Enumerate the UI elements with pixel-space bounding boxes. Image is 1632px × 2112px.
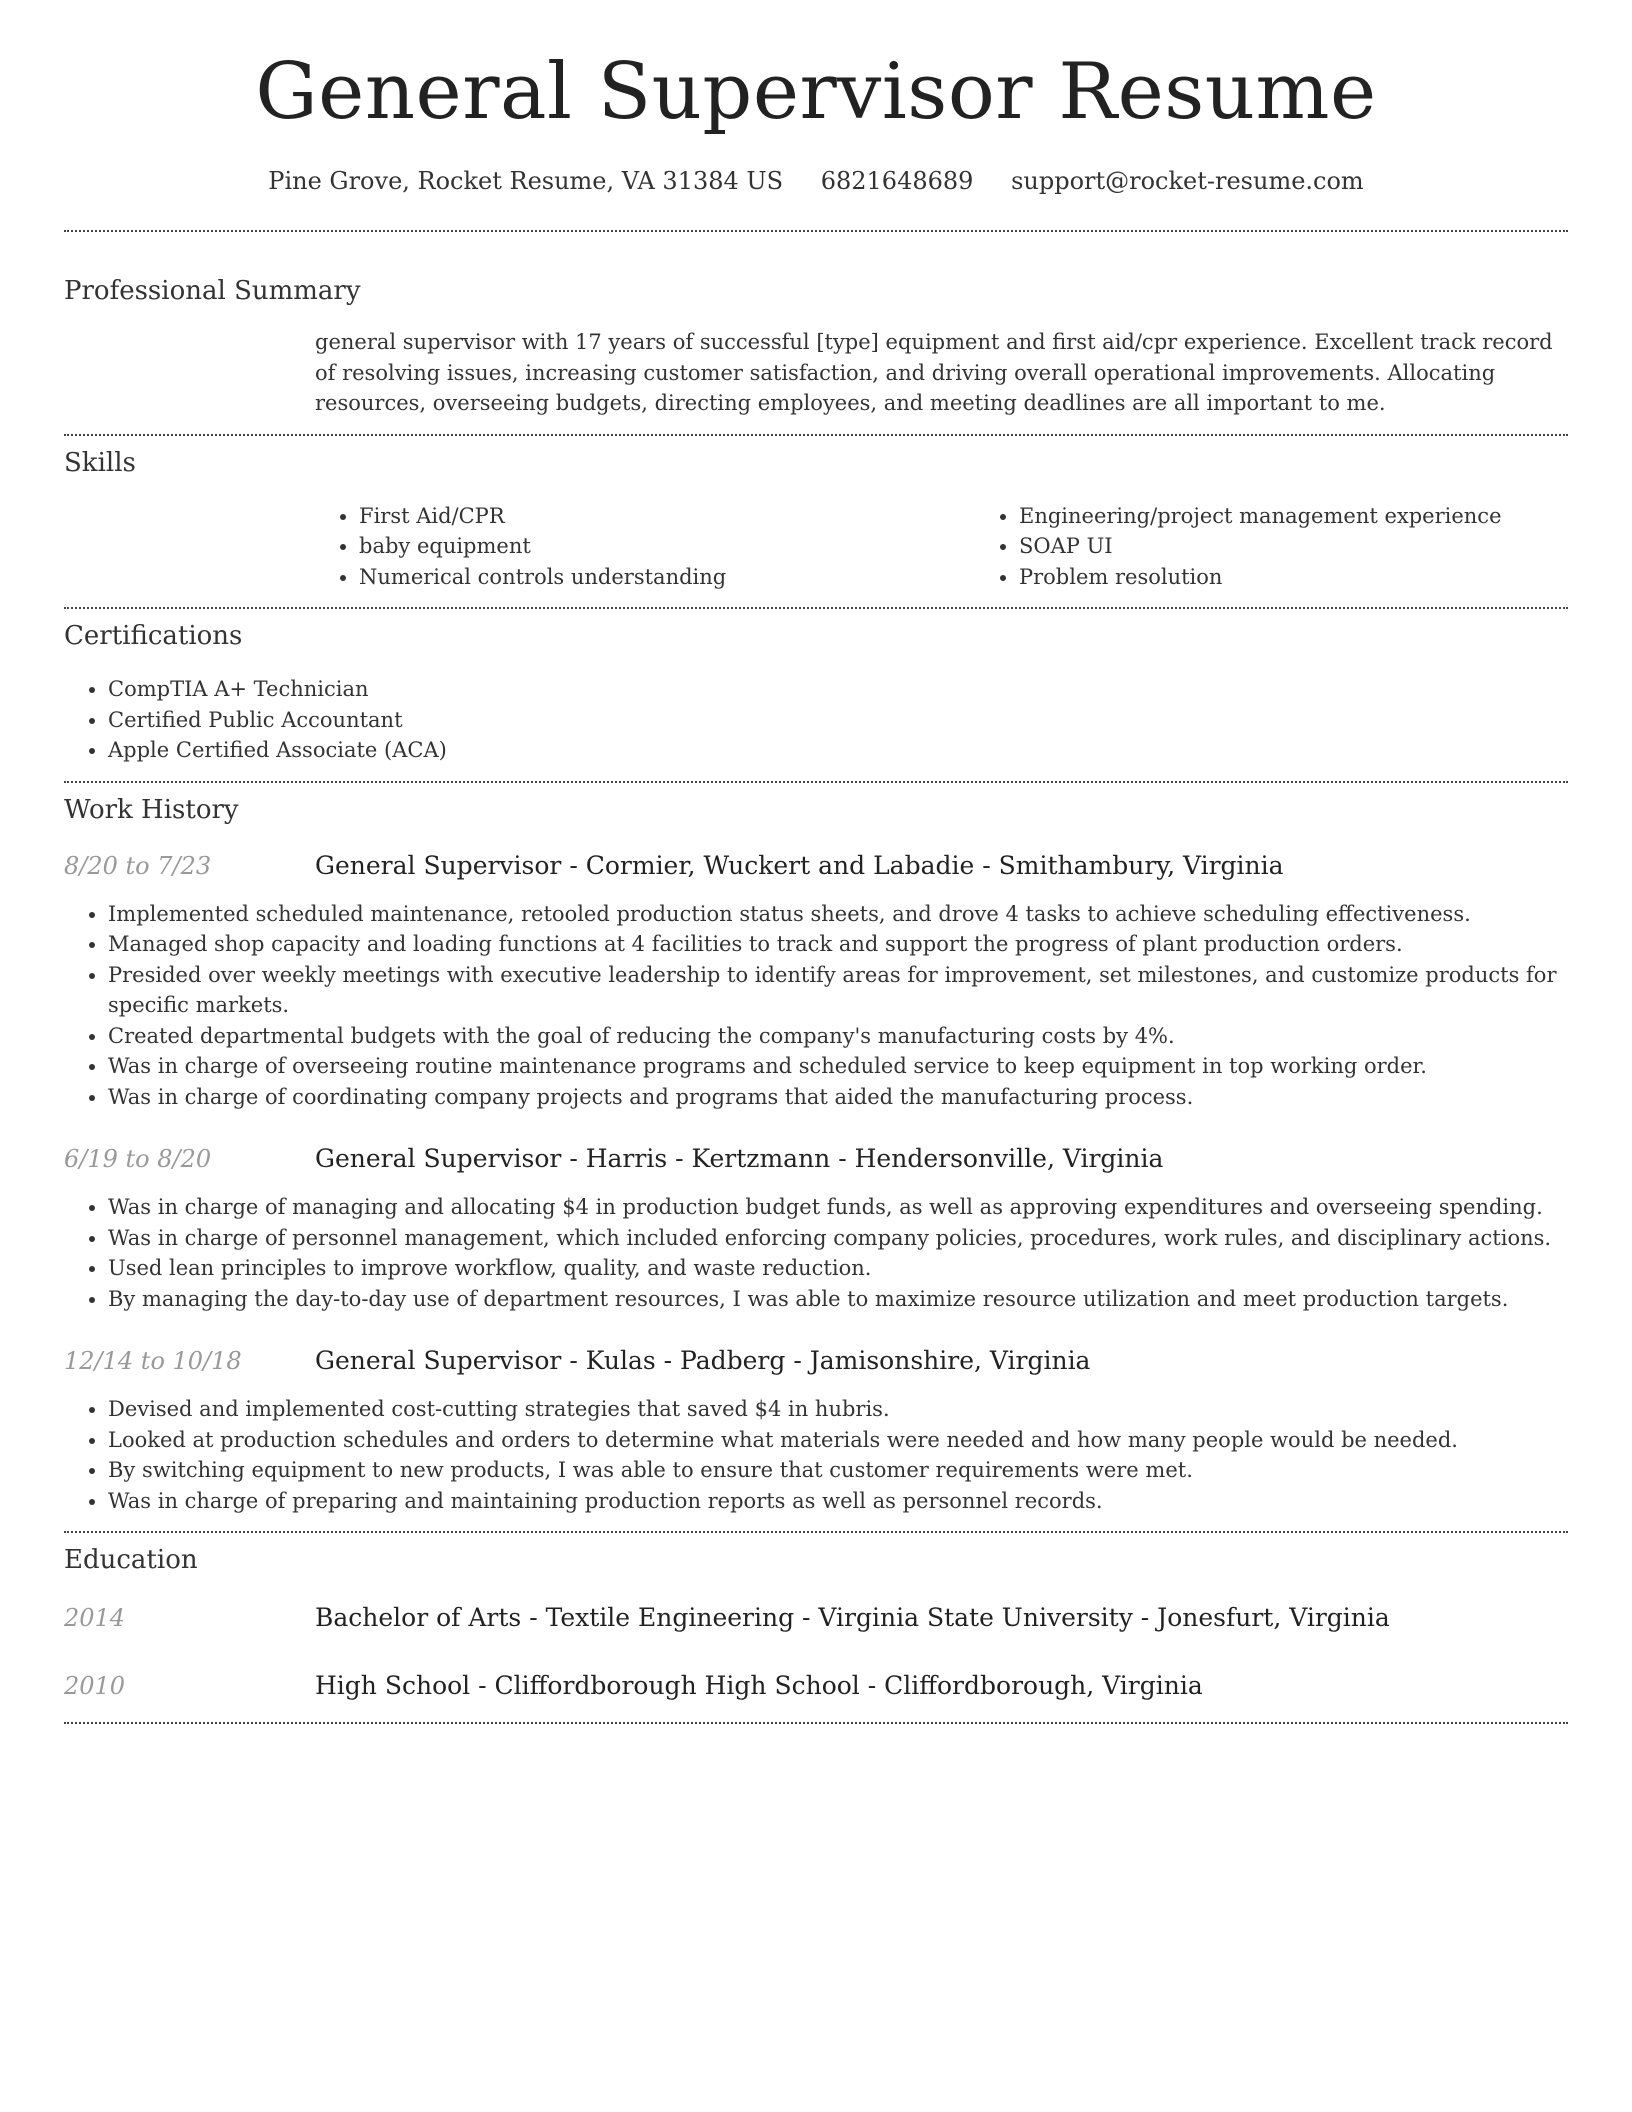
job-bullet: • Implemented scheduled maintenance, retooled production status sheets, and drove 4 tasks to achieve scheduling effectiveness. xyxy=(108,899,1568,930)
contact-email: support@rocket-resume.com xyxy=(1011,167,1364,195)
job-bullet: • By switching equipment to new products, I was able to ensure that customer requirements were met. xyxy=(108,1455,1568,1486)
section-divider xyxy=(64,434,1568,436)
job-bullet: • Looked at production schedules and orders to determine what materials were needed and how many people would be needed. xyxy=(108,1425,1568,1456)
summary-section xyxy=(64,276,1568,419)
job-bullet: • Was in charge of managing and allocating $4 in production budget funds, as well as approving expenditures and overseeing spending. xyxy=(108,1192,1568,1223)
job-header xyxy=(64,851,1568,881)
certification-item: • Certified Public Accountant xyxy=(108,705,1568,736)
page-title: General Supervisor Resume xyxy=(255,47,1377,137)
skills-section xyxy=(64,448,1568,593)
job-dates: 12/14 to 10/18 xyxy=(64,1347,242,1375)
job-bullet: • Was in charge of overseeing routine maintenance programs and scheduled service to keep equipment in top working order. xyxy=(108,1051,1568,1082)
job-header xyxy=(64,1346,1568,1376)
section-divider xyxy=(64,1722,1568,1724)
education-year: 2014 xyxy=(64,1604,126,1632)
job-bullet: • Created departmental budgets with the goal of reducing the company's manufacturing costs by 4%. xyxy=(108,1021,1568,1052)
certification-item: • Apple Certified Associate (ACA) xyxy=(108,735,1568,766)
job-dates: 6/19 to 8/20 xyxy=(64,1145,212,1173)
job-bullets xyxy=(64,899,1568,1113)
skills-list-left xyxy=(315,501,975,593)
education-entry xyxy=(64,1671,1568,1701)
skill-item: • SOAP UI xyxy=(1019,531,1632,562)
job-bullet: • Managed shop capacity and loading functions at 4 facilities to track and support the progress of plant production orders. xyxy=(108,929,1568,960)
job-bullet: • By managing the day-to-day use of department resources, I was able to maximize resource utilization and meet production targets. xyxy=(108,1284,1568,1315)
skill-item: • Engineering/project management experience xyxy=(1019,501,1632,532)
job-bullet: • Was in charge of preparing and maintaining production reports as well as personnel records. xyxy=(108,1486,1568,1517)
section-divider xyxy=(64,781,1568,783)
education-text: Bachelor of Arts - Textile Engineering - Virginia State University - Jonesfurt, Virginia xyxy=(315,1603,1390,1632)
job-title: General Supervisor - Cormier, Wuckert and Labadie - Smithambury, Virginia xyxy=(315,850,1284,880)
job-title: General Supervisor - Kulas - Padberg - Jamisonshire, Virginia xyxy=(315,1346,1091,1375)
work-history-heading: Work History xyxy=(64,794,239,825)
job-bullet: • Was in charge of coordinating company projects and programs that aided the manufacturing process. xyxy=(108,1082,1568,1113)
contact-address: Pine Grove, Rocket Resume, VA 31384 US xyxy=(268,167,784,195)
work-history-section xyxy=(64,795,1568,1517)
skills-heading: Skills xyxy=(64,447,136,478)
education-year: 2010 xyxy=(64,1672,126,1700)
contact-phone: 6821648689 xyxy=(820,167,974,195)
job-entry xyxy=(64,851,1568,1113)
education-section xyxy=(64,1545,1568,1701)
certification-item: • CompTIA A+ Technician xyxy=(108,674,1568,705)
skills-grid xyxy=(315,501,1568,593)
section-divider xyxy=(64,1531,1568,1533)
section-divider xyxy=(64,607,1568,609)
job-entry xyxy=(64,1144,1568,1314)
skill-item: • First Aid/CPR xyxy=(359,501,975,532)
contact-line xyxy=(64,166,1568,196)
skills-list-right xyxy=(975,501,1632,593)
job-bullet: • Used lean principles to improve workflow, quality, and waste reduction. xyxy=(108,1253,1568,1284)
job-bullet: • Was in charge of personnel management, which included enforcing company policies, procedures, work rules, and disciplinary actions. xyxy=(108,1223,1568,1254)
certifications-list xyxy=(64,674,1568,766)
certifications-heading: Certifications xyxy=(64,621,243,651)
education-text: High School - Cliffordborough High School - Cliffordborough, Virginia xyxy=(315,1671,1203,1700)
job-bullet: • Presided over weekly meetings with executive leadership to identify areas for improvement, set milestones, and customize products for specific markets. xyxy=(108,960,1568,1021)
job-bullets xyxy=(64,1394,1568,1516)
summary-heading: Professional Summary xyxy=(64,276,361,306)
certifications-section xyxy=(64,621,1568,766)
job-entry xyxy=(64,1346,1568,1516)
education-heading: Education xyxy=(64,1545,198,1575)
job-dates: 8/20 to 7/23 xyxy=(64,851,212,880)
skill-item: • Numerical controls understanding xyxy=(359,562,975,593)
job-title: General Supervisor - Harris - Kertzmann - Hendersonville, Virginia xyxy=(315,1144,1164,1173)
education-entry xyxy=(64,1603,1568,1633)
job-bullet: • Devised and implemented cost-cutting strategies that saved $4 in hubris. xyxy=(108,1394,1568,1425)
job-bullets xyxy=(64,1192,1568,1314)
summary-text: general supervisor with 17 years of successful [type] equipment and first aid/cpr experience. Excellent track record of resolving issues, increasing customer satisfaction, and driving overall operational improvements. Allocating resources, overseeing budgets, directing employees, and meeting deadlines are all important to me. xyxy=(315,330,1553,415)
section-divider xyxy=(64,230,1568,232)
job-header xyxy=(64,1144,1568,1174)
skill-item: • Problem resolution xyxy=(1019,562,1632,593)
skill-item: • baby equipment xyxy=(359,531,975,562)
